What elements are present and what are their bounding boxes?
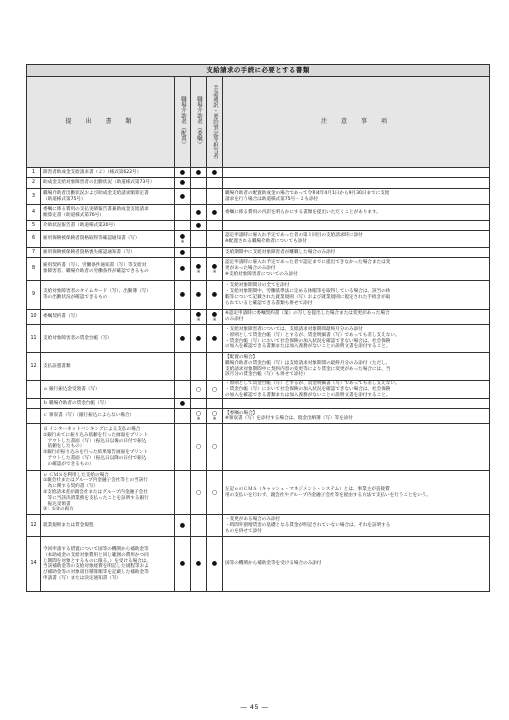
mark-col-b [191,248,207,258]
document-line: ｅ ＣＭＳを利用した支給の場合 [43,472,109,478]
document-name [41,205,175,221]
mark-col-a [175,381,191,399]
mark-col-a [175,515,191,537]
note-line: ※支給対象障害者についてのみ添付 [225,271,298,277]
note-line: 用の支払いを行わず、親会社やグループ内金融子会社等を経由する方法で支払いを行うことをいう。 [225,492,431,498]
mark-col-a [175,471,191,515]
mark-asterisk: ※ [212,268,217,274]
mark-symbol: ● [195,310,202,318]
mark-symbol: ○ [195,443,202,451]
document-line: 雇用契約書（写）、労働条件通知書（写）等支給対 [43,263,147,269]
note-line: 左記ｅのＣＭＳ（キャッシュ・マネジメント・システム）とは、事業主が直接費 [225,487,390,493]
document-name [41,258,175,281]
mark-col-c [207,205,223,221]
note [223,537,490,592]
row-number: 11 [27,325,41,353]
document-name [41,248,175,258]
note [223,258,490,281]
note-line: 職場介助者の配置助成金の場合であって令和4年4月1日から9月30日までに支給 [225,190,390,196]
document-line: ｄ インターネットバンキングによる支払の場合 [43,427,141,433]
mark-symbol: ○ [211,443,218,451]
row-number: 12 [27,353,41,381]
document-name [41,310,175,325]
note-line: ※認定申請時に委嘱契約書（案）の写しを提出した場合または変更があった場合 [225,311,390,317]
mark-col-a [175,537,191,592]
mark-symbol: ● [211,291,218,298]
page [26,64,489,592]
table-row [27,281,490,310]
document-name [41,537,175,592]
row-number: 4 [27,205,41,221]
mark-col-c [207,178,223,189]
mark-col-b [191,231,207,248]
document-line: 委嘱に係る費用の支払実績報告書兼助成金支給請求 [43,206,149,212]
table-row [27,231,490,248]
note-line: ・変更がある場合のみ添付 [225,517,281,523]
mark-col-b [191,205,207,221]
header-col-b: 職場介助者（委嘱） [191,77,207,168]
document-line: ①親会社またはグループ内金融子会社等との当該行 [43,478,148,484]
mark-col-b [191,310,207,325]
mark-col-c [207,281,223,310]
page-number: ― 45 ― [240,703,269,711]
document-line: び補助金等の対象項目積算額等を記載した補助金等 [43,570,149,576]
document-line: 為に関する契約書（写） [43,484,99,490]
mark-col-b [191,168,207,178]
mark-symbol: ○ [195,488,202,496]
mark-asterisk: ※ [196,416,201,422]
table-row [27,310,490,325]
mark-symbol: ● [179,265,186,272]
note-line: 支給期間中に支給対象障害者が離職した場合のみ添付 [225,249,336,255]
note [223,424,490,471]
note-line: ※配置される職場介助者についても添付 [225,239,307,244]
mark-col-c [207,537,223,592]
row-number: 9 [27,281,41,310]
document-line: アウトした書面（写）（振込日以後の日付で振込 [43,438,147,444]
mark-col-c [207,424,223,471]
note-line: ものを併せて添付 [225,528,262,534]
note-line: の加入を確認できる書類または加入義務がないことの説明文書を添付すること。 [225,344,391,350]
mark-symbol: ● [179,560,186,568]
document-line: ｃ 領収書（写）（銀行振込によらない場合） [43,413,135,419]
mark-symbol: ● [195,208,202,216]
mark-col-b [191,537,207,592]
document-line: 助成金支給対象障害者の出勤状況（助道様式第73号） [43,180,155,186]
note [223,409,490,424]
mark-col-c [207,189,223,205]
mark-col-b [191,189,207,205]
row-number: 3 [27,189,41,205]
mark-symbol: ○ [211,385,218,393]
mark-col-a [175,258,191,281]
mark-col-a [175,178,191,189]
mark-symbol: ● [195,334,202,342]
table-row [27,409,490,424]
mark-col-b [191,515,207,537]
document-name [41,168,175,178]
note [223,353,490,381]
row-number: 2 [27,178,41,189]
mark-col-c [207,325,223,353]
note-line: 暇等について記載された就業規則（写）および就業規則に規定された手続きが取 [225,295,391,300]
document-name [41,424,175,471]
table-row [27,353,490,381]
mark-symbol: ● [179,179,186,186]
row-number [27,471,41,515]
mark-col-c [207,221,223,231]
mark-col-b [191,424,207,471]
note-line: 国等の機関から補助金等を受ける場合のみ添付 [225,561,322,567]
table-row [27,189,490,205]
mark-col-b [191,399,207,409]
note-line: 該月分の賃金台帳（写）も併せて添付） [225,372,308,378]
document-line: 支給対象障害者の賃金台帳（写） [43,335,112,341]
mark-symbol: ● [211,334,218,342]
mark-col-c [207,471,223,515]
note-line: ・原則として賃金台帳（写）とするが、賃金明細書（写）であっても差し支えない。 [225,332,400,338]
note-line: 認定申請時に雇入れ予定であった者で認定までに提出できなかった場合または変 [225,260,391,266]
note [223,515,490,537]
mark-col-a [175,325,191,353]
table-body [27,168,490,592]
header-notes: 注 意 事 項 [223,77,490,168]
row-number [27,381,41,399]
mark-symbol: ● [211,262,218,270]
mark-col-c [207,258,223,281]
document-line: （本助成金の支給対象費用と同じ範囲の費用かつ同 [43,552,149,558]
mark-col-a [175,248,191,258]
table-row [27,258,490,281]
mark-col-a [175,189,191,205]
mark-col-b [191,353,207,381]
note-line: 職場介助者の賃金台帳（写）は支給請求対象期間の最終月分のみ添付（ただし、 [225,360,391,366]
document-line: 申請書（写）または決定通知書（写） [43,575,122,581]
note-line: 請求を行う場合は助道様式第75号－２も添付 [225,196,319,202]
document-name [41,221,175,231]
mark-col-b [191,409,207,424]
document-name [41,471,175,515]
document-line: の確認ができるもの） [43,461,94,467]
document-line: 振込受領書 [43,501,71,507]
mark-col-c [207,248,223,258]
document-name [41,381,175,399]
mark-col-b [191,221,207,231]
header-col-c: 手話通訳・要約筆記等担当者 [207,77,223,168]
document-line: 介助状況報告書（助道様式第20号） [43,222,118,228]
document-line: 当該補助金等の支給対象経費を明記した規程等およ [43,564,149,570]
table-row [27,248,490,258]
note [223,221,490,231]
table-row [27,515,490,537]
row-number: 1 [27,168,41,178]
document-name [41,325,175,353]
mark-col-c [207,409,223,424]
note-line: ・賃金台帳（写）において社会保険の加入状況を確認できない場合は、社会保険 [225,338,391,344]
document-name [41,409,175,424]
mark-symbol: ● [179,399,186,407]
row-number: 5 [27,221,41,231]
note [223,168,490,178]
note-line: 【委嘱の場合】 [225,410,258,416]
document-name [41,353,175,381]
mark-col-b [191,281,207,310]
note [223,399,490,409]
note-line: ・支給対象障害者については、支給請求対象期間最終月分のみ添付 [225,326,363,332]
mark-col-a [175,221,191,231]
document-line: 等の出勤状況が確認できるもの [43,295,108,300]
mark-col-c [207,399,223,409]
table-row [27,221,490,231]
note [223,248,490,258]
document-line: アウトした書面（写）（振込日以降の日付で振込 [43,456,147,462]
mark-col-a [175,205,191,221]
document-line: （助道様式第75号） [43,196,86,202]
note [223,178,490,189]
table-row [27,381,490,399]
mark-symbol: ● [195,291,202,298]
mark-symbol: ● [179,232,186,240]
mark-col-c [207,310,223,325]
note [223,231,490,248]
table-row [27,325,490,353]
mark-col-a [175,281,191,310]
document-line: 今回申請する措置について国等の機関から補助金等 [43,547,149,552]
mark-asterisk: ※ [212,316,217,322]
document-name [41,231,175,248]
mark-asterisk: ※ [196,268,201,274]
row-number: 7 [27,248,41,258]
table-row [27,399,490,409]
mark-symbol: ● [211,168,218,176]
mark-col-a [175,168,191,178]
header-col-a: 職場介助者（配置） [175,77,191,168]
document-name [41,189,175,205]
row-number: 10 [27,310,41,325]
note [223,471,490,515]
mark-symbol: ● [211,208,218,216]
mark-symbol: ● [179,168,186,176]
document-line: ②支給請求者が親会社またはグループ内金融子会社 [43,489,148,495]
row-number: 14 [27,537,41,592]
mark-col-b [191,178,207,189]
document-line: 依頼をしたもの） [43,444,85,450]
document-line: 職場介助者出勤状況および助成金支給請求額算定書 [43,190,149,196]
note [223,189,490,205]
note-line: の加入を確認できる書類または加入義務がないことの説明文書を添付すること。 [225,392,391,398]
mark-col-a [175,353,191,381]
mark-asterisk: ※ [212,416,217,422]
row-number [27,424,41,471]
document-line: 支給対象障害者のタイムカード（写）、出勤簿（写） [43,289,151,295]
document-name [41,399,175,409]
mark-symbol: ○ [195,385,202,393]
mark-col-a [175,399,191,409]
mark-col-c [207,168,223,178]
note [223,205,490,221]
mark-col-a [175,409,191,424]
mark-asterisk: ※ [180,238,185,244]
document-line: 等に当該決済業務を支払ったことを証明する銀行 [43,495,149,501]
mark-col-b [191,258,207,281]
note-line: ・支給対象期間中、労働基準法に定める休暇等を取得している場合は、該当の休 [225,289,391,295]
mark-symbol: ● [179,521,186,529]
document-line: 象障害者、職場介助者の労働条件が確認できるもの [43,269,149,274]
document-line: 雇用保険被保険者資格喪失確認通知書（写） [43,249,135,255]
note-line: ・原則として賃金台帳（写）とするが、賃金明細書（写）であっても差し支えない。 [225,381,400,386]
required-documents-table [26,64,490,592]
note-line: のみ添付 [225,317,244,322]
note-line: ※領収書（写）を添付する場合は、現金出納簿（写）等を添付 [225,416,353,422]
mark-col-a [175,310,191,325]
mark-col-c [207,515,223,537]
table-row [27,537,490,592]
document-line: 額算定書（助道様式第76号） [43,212,104,218]
mark-symbol: ● [195,262,202,270]
note [223,381,490,399]
table-row [27,471,490,515]
row-number [27,409,41,424]
note-line: 【配置の場合】 [225,354,258,360]
mark-symbol: ● [195,168,202,176]
mark-col-c [207,231,223,248]
note-line: 委嘱に係る費用の内訳を明らかにする書類を提出いただくことがあります。 [225,209,381,215]
table-title: 支給請求の手続に必要とする書類 [27,65,490,77]
note-line: ・賃金台帳（写）において社会保険の加入状況を確認できない場合は、社会保険 [225,386,391,392]
document-name [41,178,175,189]
document-name [41,281,175,310]
mark-symbol: ● [195,221,202,229]
document-line: 雇用保険被保険者資格取得等確認通知書（写） [43,236,140,242]
note-line: 更があった場合のみ添付 [225,266,276,272]
mark-symbol: ○ [211,488,218,496]
note-line: 認定申請時に雇入れ予定であった者の第１回目の支給請求時に添付 [225,233,363,239]
note [223,281,490,310]
mark-symbol: ○ [195,410,202,418]
note-line: られていると確認できる書類も併せて添付 [225,300,313,306]
mark-symbol: ● [179,291,186,298]
document-line: ａ 銀行振込金受領書（写） [43,386,100,392]
document-line: ③：①②の両方 [43,507,74,513]
document-line: ｂ 職場介助者の賃金台帳（写） [43,400,109,406]
mark-col-b [191,471,207,515]
note-line: ・時間外割増賃金の基礎となる賃金が明記されていない場合は、それを証明する [225,522,391,528]
mark-symbol: ● [179,192,186,200]
mark-symbol: ● [211,560,218,568]
mark-asterisk: ※ [196,316,201,322]
mark-col-b [191,381,207,399]
document-line: 支払証憑書類 [43,363,71,369]
document-line: 委嘱契約書（写） [43,314,80,320]
row-number: 8 [27,258,41,281]
document-name [41,515,175,537]
document-line: 障害者助成金支給請求書（２）（様式第622号） [43,169,142,175]
mark-col-c [207,353,223,381]
document-line: 就業規則または賃金規程 [43,522,94,528]
table-row [27,424,490,471]
mark-col-c [207,381,223,399]
mark-symbol: ● [179,334,186,342]
row-number [27,399,41,409]
note-line: 支給請求対象期間中に契約内容の変更等により賃金に変更があった場合には、当 [225,366,391,372]
table-row [27,168,490,178]
header-document: 提 出 書 類 [27,77,175,168]
table-row [27,178,490,189]
note-line: ・支給対象期間分の全てを添付 [225,283,290,289]
table-row [27,205,490,221]
document-line: ①銀行あてに振り込み依頼を行った画面をプリント [43,432,148,438]
row-number: 12 [27,515,41,537]
mark-symbol: ○ [211,410,218,418]
document-line: じ期間を対象とするものに限る。）を受ける場合は、 [43,558,151,564]
mark-symbol: ● [211,310,218,318]
mark-symbol: ● [195,560,202,568]
note [223,325,490,353]
mark-symbol: ● [179,248,186,256]
mark-col-a [175,424,191,471]
note [223,310,490,325]
document-line: ②銀行が振り込みを行った結果報告画面をプリント [43,450,148,456]
mark-col-b [191,325,207,353]
mark-col-a [175,231,191,248]
row-number: 6 [27,231,41,248]
